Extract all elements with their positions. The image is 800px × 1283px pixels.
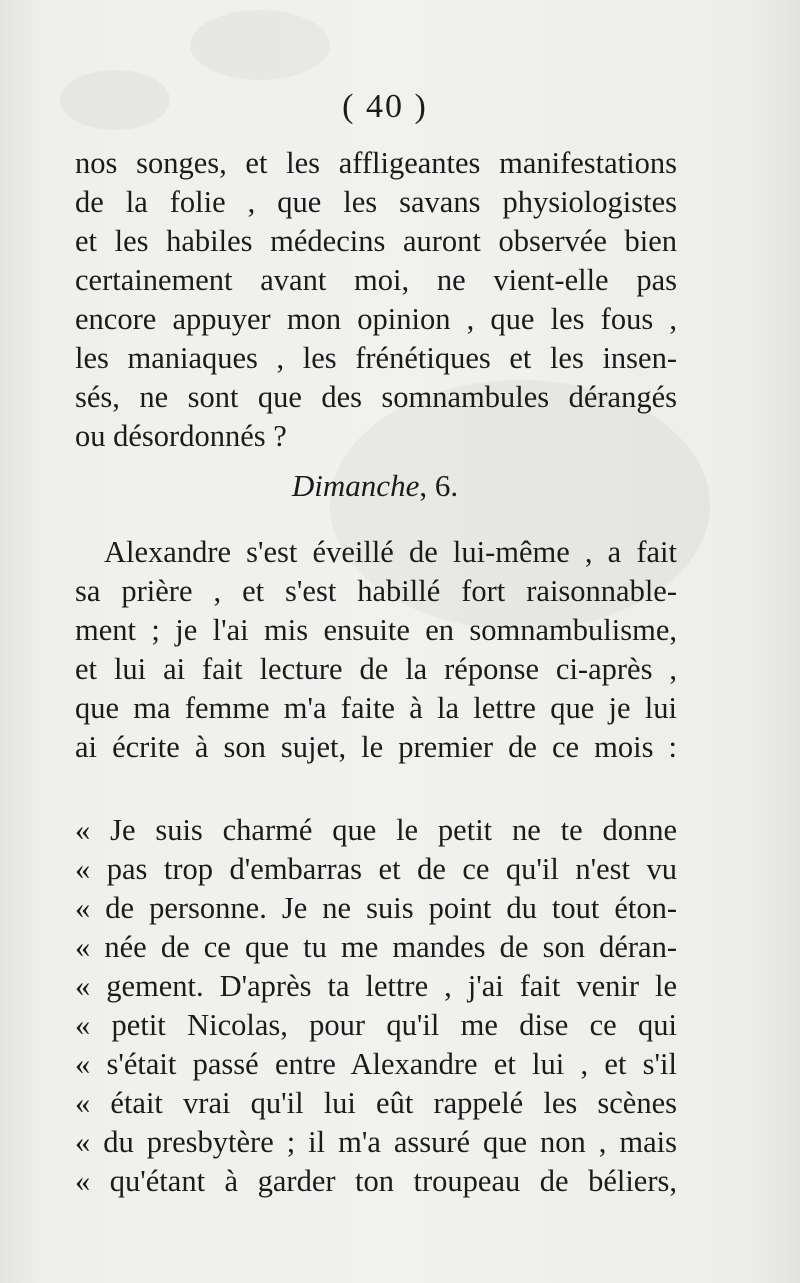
text-line: que ma femme m'a faite à la lettre que je lui (75, 691, 677, 725)
text-line: Alexandre s'est éveillé de lui-même , a fait (104, 535, 677, 569)
text-line: ment ; je l'ai mis ensuite en somnambulisme, (75, 613, 677, 647)
section-heading (0, 466, 750, 506)
quoted-line: « s'était passé entre Alexandre et lui , et s'il (75, 1047, 677, 1081)
text-line: ai écrite à son sujet, le premier de ce mois : (75, 730, 677, 764)
text-line: certainement avant moi, ne vient-elle pas (75, 263, 677, 297)
quoted-line: « qu'étant à garder ton troupeau de béliers, (75, 1164, 677, 1198)
quoted-line: « Je suis charmé que le petit ne te donne (75, 813, 677, 847)
text-line: et les habiles médecins auront observée bien (75, 224, 677, 258)
text-line: sés, ne sont que des somnambules dérangés (75, 380, 677, 414)
text-line: les maniaques , les frénétiques et les insen- (75, 341, 677, 375)
quoted-line: « du presbytère ; il m'a assuré que non , mais (75, 1125, 677, 1159)
quoted-line: « pas trop d'embarras et de ce qu'il n'est vu (75, 852, 677, 886)
quoted-line: « de personne. Je ne suis point du tout éton- (75, 891, 677, 925)
text-line: sa prière , et s'est habillé fort raisonnable- (75, 574, 677, 608)
text-line: encore appuyer mon opinion , que les fous , (75, 302, 677, 336)
quoted-line: « petit Nicolas, pour qu'il me dise ce qui (75, 1008, 677, 1042)
text-line: ou désordonnés ? (75, 419, 287, 453)
text-line: nos songes, et les affligeantes manifestations (75, 146, 677, 180)
quoted-line: « née de ce que tu me mandes de son déran- (75, 930, 677, 964)
paper-stain (190, 10, 330, 80)
page-number: ( 40 ) (342, 88, 428, 125)
text-line: de la folie , que les savans physiologistes (75, 185, 677, 219)
quoted-line: « gement. D'après ta lettre , j'ai fait venir le (75, 969, 677, 1003)
heading-day: Dimanche (291, 468, 420, 503)
heading-date: , 6. (419, 468, 459, 503)
quoted-line: « était vrai qu'il lui eût rappelé les scènes (75, 1086, 677, 1120)
text-line: et lui ai fait lecture de la réponse ci-après , (75, 652, 677, 686)
